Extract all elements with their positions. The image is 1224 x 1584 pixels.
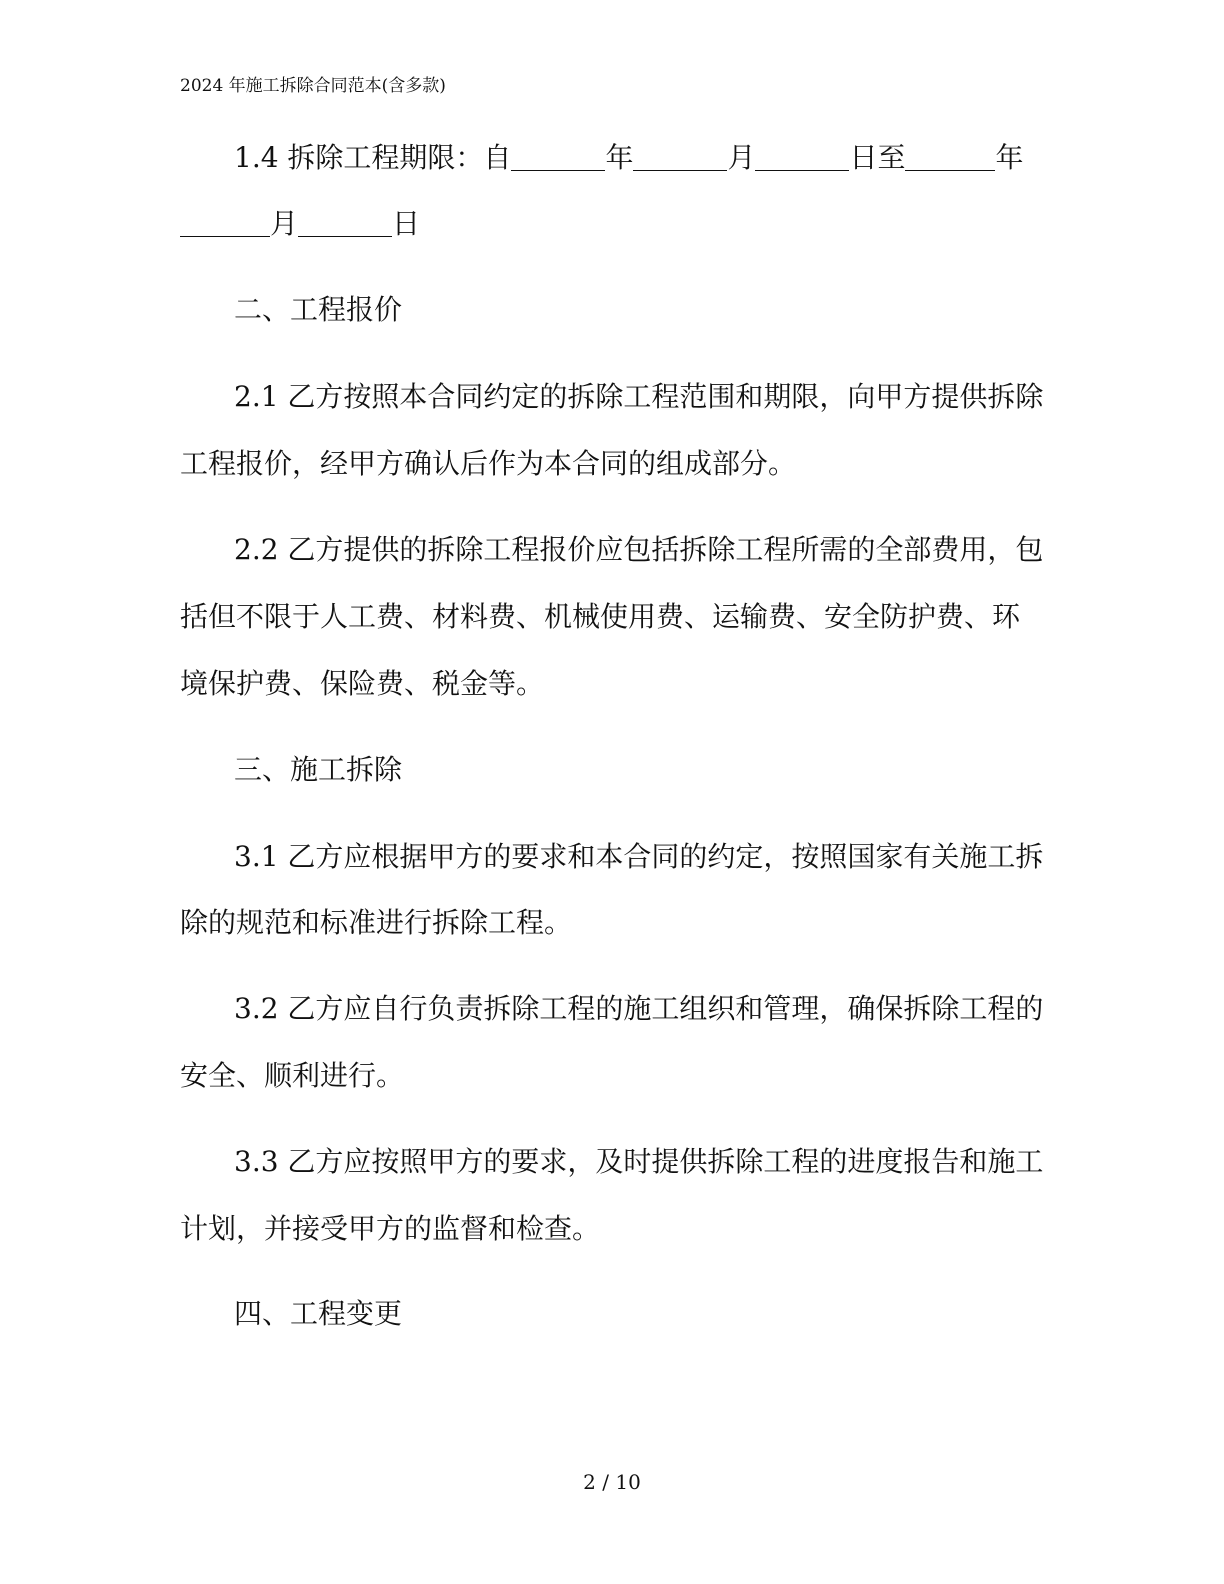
section-2-heading: 二、工程报价	[234, 293, 403, 326]
clause-3-2-line-2: 安全、顺利进行。	[180, 1059, 405, 1092]
clause-1-4-line-2	[180, 204, 420, 244]
clause-2-2-line-1: 2.2 乙方提供的拆除工程报价应包括拆除工程所需的全部费用，包	[234, 533, 1044, 566]
clause-3-1-line-1: 3.1 乙方应根据甲方的要求和本合同的约定，按照国家有关施工拆	[234, 840, 1044, 873]
clause-3-1-line-2: 除的规范和标准进行拆除工程。	[180, 906, 573, 939]
clause-2-1-line-1: 2.1 乙方按照本合同约定的拆除工程范围和期限，向甲方提供拆除	[234, 380, 1044, 413]
clause-2-2-line-2: 括但不限于人工费、材料费、机械使用费、运输费、安全防护费、环	[180, 600, 1021, 633]
month-label-2: 月	[270, 207, 299, 240]
clause-3-3-line-1: 3.3 乙方应按照甲方的要求，及时提供拆除工程的进度报告和施工	[234, 1145, 1044, 1178]
day-blank-1	[755, 140, 849, 171]
year-label-2: 年	[995, 141, 1024, 174]
page-indicator: 2 / 10	[583, 1470, 641, 1494]
day-label-1: 日至	[849, 141, 906, 174]
year-label-1: 年	[605, 141, 634, 174]
day-blank-2	[298, 206, 392, 237]
clause-3-2-line-1: 3.2 乙方应自行负责拆除工程的施工组织和管理，确保拆除工程的	[234, 992, 1044, 1025]
clause-2-1-line-2: 工程报价，经甲方确认后作为本合同的组成部分。	[180, 447, 797, 480]
section-3-heading: 三、施工拆除	[234, 753, 403, 786]
year-blank-1	[511, 140, 605, 171]
clause-2-2-line-3: 境保护费、保险费、税金等。	[180, 667, 545, 700]
month-blank-2	[180, 206, 270, 237]
clause-3-3-line-2: 计划，并接受甲方的监督和检查。	[180, 1212, 601, 1245]
section-4-heading: 四、工程变更	[234, 1297, 403, 1330]
month-label-1: 月	[727, 141, 756, 174]
year-blank-2	[905, 140, 995, 171]
document-header: 2024 年施工拆除合同范本(含多款)	[180, 76, 446, 96]
clause-1-4-prefix: 1.4 拆除工程期限：自	[234, 141, 512, 174]
clause-1-4-line-1	[234, 138, 1024, 178]
day-label-2: 日	[392, 207, 421, 240]
month-blank-1	[633, 140, 727, 171]
